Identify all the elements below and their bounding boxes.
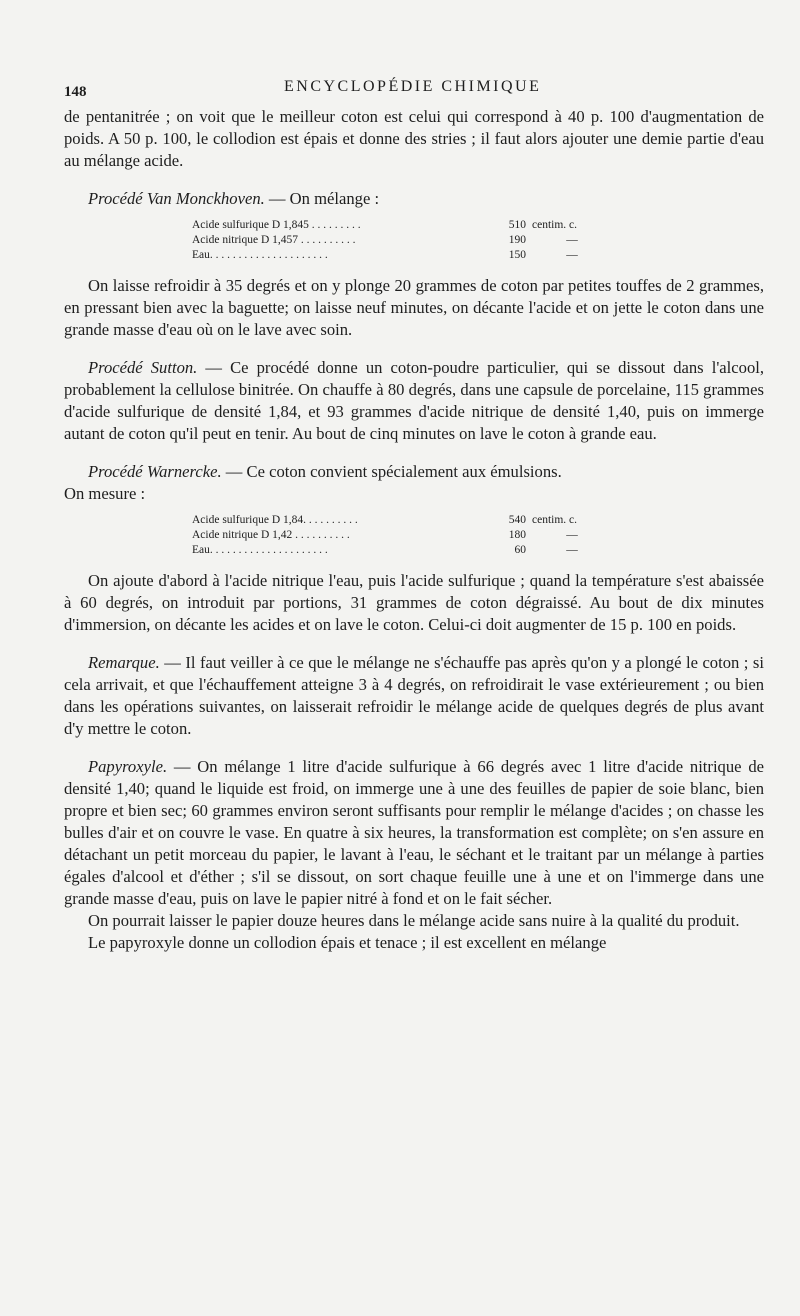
recipe-label: Acide nitrique D 1,457 . . . . . . . . . . bbox=[192, 234, 356, 246]
page-number: 148 bbox=[64, 84, 87, 100]
recipe-row bbox=[192, 248, 612, 263]
recipe-label: Acide sulfurique D 1,84. . . . . . . . . . bbox=[192, 514, 358, 526]
warnercke-title: Procédé Warnercke. bbox=[88, 462, 222, 481]
sutton-title: Procédé Sutton. bbox=[88, 358, 198, 377]
paragraph-papyroxyle bbox=[64, 756, 764, 910]
paragraph-remarque bbox=[64, 652, 764, 740]
recipe-quantity: 60 bbox=[514, 544, 526, 556]
remarque-title: Remarque. bbox=[88, 653, 160, 672]
body-text bbox=[64, 106, 764, 954]
recipe-unit: — bbox=[566, 249, 578, 261]
papyroxyle-title: Papyroxyle. bbox=[88, 757, 168, 776]
paragraph-monckhoven-method: On laisse refroidir à 35 degrés et on y plonge 20 grammes de coton par petites touffes de 2 grammes, en pressant bien avec la baguette; on laisse neuf minutes, on décante l'acide et on jette le coton dans une grande masse d'eau où on le lave avec soin. bbox=[64, 276, 764, 339]
sutton-text: — Ce procédé donne un coton-poudre particulier, qui se dissout dans l'alcool, probablement la cellulose binitrée. On chauffe à 80 degrés, dans une capsule de porcelaine, 115 grammes d'acide sulfurique de densité 1,84, et 93 grammes d'acide nitrique de densité 1,40, puis on immerge autant de coton qu'il peut en tenir. Au bout de cinq minutes on lave le coton à grande eau. bbox=[64, 358, 765, 443]
recipe-unit: — bbox=[566, 234, 578, 246]
recipe-row bbox=[192, 233, 612, 248]
paragraph-sutton bbox=[64, 357, 764, 445]
warnercke-mesure: On mesure : bbox=[64, 484, 146, 503]
papyroxyle-text: — On mélange 1 litre d'acide sulfurique à 66 degrés avec 1 litre d'acide nitrique de densité 1,40; quand le liquide est froid, on immerge une à une des feuilles de papier de soie blanc, bien propre et bien sec; 60 grammes environ seront suffisants pour remplir le mélange d'acides ; on chasse les bulles d'air et on couvre le vase. En quatre à six heures, la transformation est complète; on s'en assure en détachant un petit morceau du papier, le lavant à l'eau, le séchant et le traitant par un mélange à parties égales d'alcool et d'éther ; s'il se dissout, on sort chaque feuille une à une et on l'immerge dans une grande masse d'eau, puis on lave le papier nitré à fond et on le fait sécher. bbox=[64, 757, 764, 908]
recipe-quantity: 540 bbox=[508, 514, 526, 526]
monckhoven-heading bbox=[64, 188, 764, 210]
paragraph-papyroxyle-collodion: Le papyroxyle donne un collodion épais et tenace ; il est excellent en mélange bbox=[88, 933, 607, 952]
monckhoven-intro: — On mélange : bbox=[264, 189, 380, 208]
monckhoven-title: Procédé Van Monckhoven. bbox=[88, 189, 265, 208]
page-header bbox=[64, 78, 764, 104]
recipe-quantity: 150 bbox=[508, 249, 526, 261]
warnercke-heading bbox=[64, 461, 764, 483]
recipe-unit: — bbox=[566, 529, 578, 541]
recipe-row bbox=[192, 543, 612, 558]
remarque-text: — Il faut veiller à ce que le mélange ne s'échauffe pas après qu'on y a plongé le coton ; si cela arrivait, et que l'échauffement atteigne 3 à 4 degrés, on refroidirait le vase extérieurement ; ou bien dans les opérations suivantes, on laisserait refroidir le mélange acide de quelques degrés de plus avant d'y mettre le coton. bbox=[64, 653, 764, 738]
paragraph-papyroxyle-note: On pourrait laisser le papier douze heures dans le mélange acide sans nuire à la qualité du produit. bbox=[88, 911, 740, 930]
recipe-warnercke bbox=[192, 513, 612, 558]
paragraph-intro: de pentanitrée ; on voit que le meilleur coton est celui qui correspond à 40 p. 100 d'augmentation de poids. A 50 p. 100, le collodion est épais et donne des stries ; il faut alors ajouter une demie partie d'eau au mélange acide. bbox=[64, 107, 764, 170]
recipe-quantity: 190 bbox=[508, 234, 526, 246]
running-title: ENCYCLOPÉDIE CHIMIQUE bbox=[284, 78, 542, 95]
recipe-unit: centim. c. bbox=[532, 219, 578, 231]
recipe-row bbox=[192, 528, 612, 543]
recipe-monckhoven bbox=[192, 218, 612, 263]
recipe-quantity: 510 bbox=[508, 219, 526, 231]
recipe-label: Eau. . . . . . . . . . . . . . . . . . . . . bbox=[192, 544, 328, 556]
recipe-unit: centim. c. bbox=[532, 514, 578, 526]
recipe-label: Acide nitrique D 1,42 . . . . . . . . . . bbox=[192, 529, 350, 541]
warnercke-intro: — Ce coton convient spécialement aux émulsions. bbox=[221, 462, 562, 481]
recipe-row bbox=[192, 218, 612, 233]
recipe-label: Acide sulfurique D 1,845 . . . . . . . . . bbox=[192, 219, 361, 231]
recipe-row bbox=[192, 513, 612, 528]
recipe-quantity: 180 bbox=[508, 529, 526, 541]
paragraph-warnercke-method: On ajoute d'abord à l'acide nitrique l'eau, puis l'acide sulfurique ; quand la température s'est abaissée à 60 degrés, on introduit par portions, 31 grammes de coton dégraissé. Au bout de dix minutes d'immersion, on décante les acides et on lave le coton. Celui-ci doit augmenter de 15 p. 100 en poids. bbox=[64, 571, 764, 634]
recipe-unit: — bbox=[566, 544, 578, 556]
recipe-label: Eau. . . . . . . . . . . . . . . . . . . . . bbox=[192, 249, 328, 261]
